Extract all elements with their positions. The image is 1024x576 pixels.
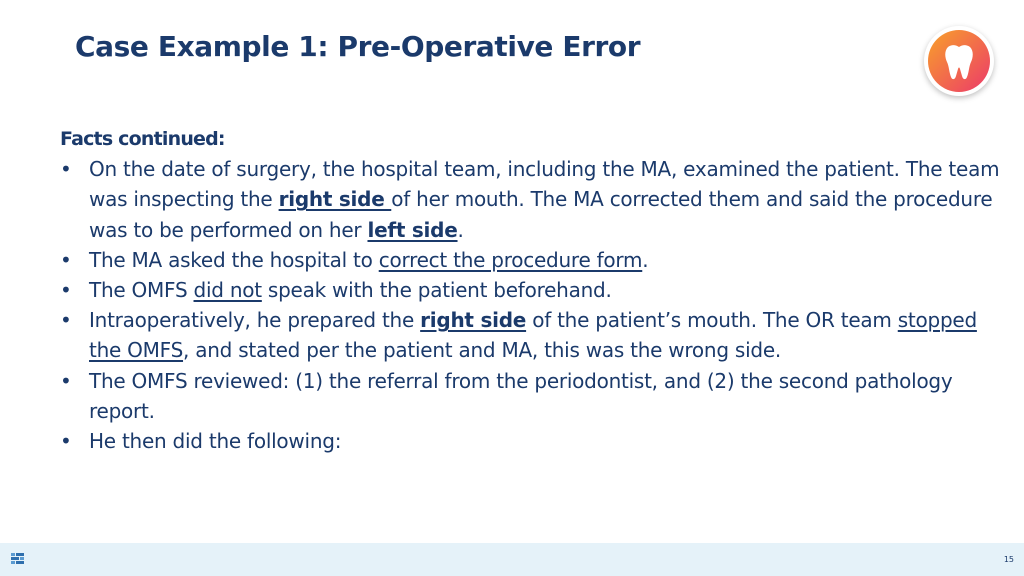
bullet-dot-icon: • — [60, 278, 72, 303]
emphasized-text: right side — [420, 308, 527, 333]
bullet-list — [60, 154, 1010, 456]
bullet-item — [60, 305, 1010, 365]
grid-logo-icon — [11, 553, 24, 564]
emphasized-text: stopped the OMFS — [89, 308, 977, 363]
bullet-text: of her mouth. The MA corrected them and said the procedure was to be performed on her — [89, 187, 993, 242]
bullet-item — [60, 275, 1010, 305]
slide-content — [60, 124, 1010, 456]
bullet-dot-icon: • — [60, 308, 72, 333]
bullet-text: The OMFS reviewed: (1) the referral from the periodontist, and (2) the second pathology report. — [89, 368, 953, 423]
bullet-text: He then did the following: — [89, 429, 342, 454]
emphasized-text: right side — [278, 187, 392, 212]
bullet-item — [60, 154, 1010, 245]
bullet-text: The OMFS — [89, 278, 194, 303]
footer-bar — [0, 543, 1024, 576]
emphasized-text: correct the procedure form — [378, 247, 643, 272]
bullet-dot-icon: • — [60, 429, 72, 454]
emphasized-text: left side — [367, 217, 458, 242]
tooth-icon — [928, 30, 990, 92]
logo — [924, 26, 994, 96]
bullet-text: speak with the patient beforehand. — [261, 278, 612, 303]
subheading: Facts continued: — [60, 128, 225, 150]
bullet-item — [60, 366, 1010, 426]
bullet-text: . — [457, 217, 464, 242]
bullet-dot-icon: • — [60, 368, 72, 393]
bullet-item — [60, 426, 1010, 456]
bullet-text: Intraoperatively, he prepared the — [89, 308, 421, 333]
bullet-text: of the patient’s mouth. The OR team — [526, 308, 898, 333]
bullet-dot-icon: • — [60, 247, 72, 272]
slide-title: Case Example 1: Pre-Operative Error — [75, 30, 641, 63]
bullet-dot-icon: • — [60, 157, 72, 182]
page-number: 15 — [1003, 555, 1014, 564]
bullet-text: On the date of surgery, the hospital team, including the MA, examined the patient. The team was inspecting the — [89, 157, 1000, 212]
bullet-text: The MA asked the hospital to — [89, 247, 379, 272]
bullet-item — [60, 245, 1010, 275]
bullet-text: . — [642, 247, 649, 272]
bullet-text: , and stated per the patient and MA, this was the wrong side. — [183, 338, 781, 363]
emphasized-text: did not — [193, 278, 262, 303]
